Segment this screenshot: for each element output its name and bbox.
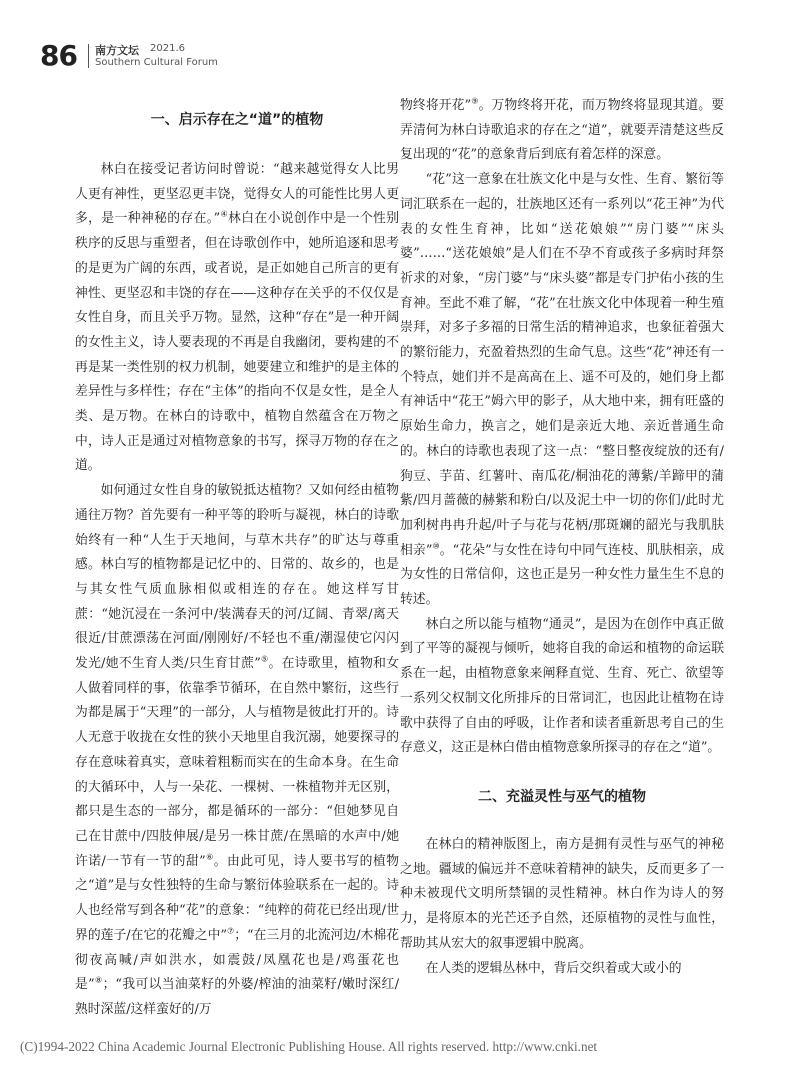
footnote-marker: ⑨: [471, 96, 479, 106]
copyright-footer: (C)1994-2022 China Academic Journal Electronic Publishing House. All rights reserved. http://www.cnki.net: [20, 1039, 598, 1054]
footnote-marker: ⑦: [226, 926, 235, 936]
section-heading-2: 二、充溢灵性与巫气的植物: [478, 788, 646, 805]
paragraph-text: 林白在小说创作中是一个性别秩序的反思与重塑者，但在诗歌创作中，她所追逐和思考的是更为广阔的东西，或者说，是正如她自己所言的更有神性、更坚忍和丰饶的存在——这种存在关乎的不仅仅是女性自身，而且关乎万物。显然，这种“存在”是一种开阔的女性主义，诗人要表现的不再是自我幽闭，要构建的不再是某一类性别的权力机制，她要建立和维护的是主体的差异性与多样性；存在“主体”的指向不仅是女性，是全人类、是万物。在林白的诗歌中，植物自然蕴含在万物之中，诗人正是通过对植物意象的书写，探寻万物的存在之道。: [75, 211, 399, 474]
paragraph-text: ；“在三月的北流河边/木棉花彻夜高喊/声如洪水，如震鼓/凤凰花也是/鸡蛋花也是”: [75, 927, 399, 993]
footnote-marker: ⑤: [260, 654, 269, 664]
paragraph: [75, 158, 399, 479]
journal-english-title: Southern Cultural Forum: [95, 57, 218, 68]
paragraph-text: 在人类的逻辑丛林中，背后交织着或大或小的: [425, 960, 682, 976]
page-number: 86: [40, 39, 77, 72]
issue-date: 2021.6: [150, 43, 185, 54]
paragraph-text: ；“我可以当油菜籽的外婆/榨油的油菜籽/嫩时深红/熟时深蓝/这样蛮好的/万: [75, 977, 400, 1017]
footnote-marker: ⑥: [205, 852, 214, 862]
footnote-marker: ⑩: [432, 541, 440, 551]
paragraph-text: 物终将开花”: [400, 98, 472, 113]
left-column: [75, 94, 399, 1023]
paragraph: [400, 957, 724, 982]
paragraph-text: 如何通过女性自身的敏锐抵达植物？又如何经由植物通往万物？首先要有一种平等的聆听与凝视，林白的诗歌始终有一种“人生于天地间，与草木共存”的旷达与尊重感。林白写的植物都是记忆中的、日常的、故乡的，也是与其女性气质血脉相似或相连的存在。她这样写甘蔗：“她沉浸在一条河中/装满春天的河/辽阔、青翠/离天很近/甘蔗漂荡在河面/刚刚好/不轻也不重/潮湿使它闪闪发光/她不生育人类/只生育甘蔗”: [75, 483, 399, 672]
paragraph-text: “花”这一意象在壮族文化中是与女性、生育、繁衍等词汇联系在一起的，壮族地区还有一系列以“花王神”为代表的女性生育神，比如“送花娘娘”“房门婆”“床头婆”……“送花娘娘”是人们在不孕不育或孩子多病时拜祭祈求的对象，“房门婆”与“床头婆”都是专门护佑小孩的生育神。至此不难了解，“花”在壮族文化中体现着一种生殖崇拜，对多子多福的日常生活的精神追求，也象征着强大的繁衍能力，充盈着热烈的生命气息。这些“花”神还有一个特点，她们并不是高高在上、遥不可及的，她们身上都有神话中“花王”姆六甲的影子，从大地中来，拥有旺盛的原始生命力，换言之，她们是亲近大地、亲近普通生命的。林白的诗歌也表现了这一点：“整日整夜绽放的还有/狗豆、芋苗、红薯叶、南瓜花/桐油花的薄紫/羊蹄甲的蒲紫/四月蔷薇的赫紫和粉白/以及泥土中一切的你们/此时尤加利树冉冉升起/叶子与花与花柄/那斑斓的韶光与我肌肤相亲”: [400, 172, 724, 558]
paragraph-text: 在林白的精神版图上，南方是拥有灵性与巫气的神秘之地。疆域的偏远并不意味着精神的缺失，反而更多了一种未被现代文明所禁锢的灵性精神。林白作为诗人的努力，是将原本的光芒还予自然，还原植物的灵性与血性，帮助其从宏大的叙事逻辑中脱离。: [400, 836, 724, 951]
header-divider: [88, 44, 89, 68]
footnote-marker: ⑧: [94, 975, 103, 985]
paragraph: [400, 613, 724, 761]
paragraph-text: 。在诗歌里，植物和女人做着同样的事，依靠季节循环，在自然中繁衍，这些行为都是属于“天理”的一部分，人与植物是彼此打开的。诗人无意于收拢在女性的狭小天地里自我沉溺，她要探寻的存在意味着真实，意味着粗粝而实在的生命本身。在生命的大循环中，人与一朵花、一棵树、一株植物并无区别，都只是生态的一部分，都是循环的一部分：“但她梦见自己在甘蔗中/四肢伸展/是另一株甘蔗/在黑暗的水声中/她许诺/一节有一节的甜”: [75, 656, 400, 869]
footnote-marker: ④: [220, 210, 229, 220]
paragraph: [75, 479, 399, 1022]
journal-title: 南方文坛: [95, 44, 139, 57]
paragraph-text: 。万物终将开花，而万物终将显现其道。要弄清何为林白诗歌追求的存在之“道”，就要弄清楚这些反复出现的“花”的意象背后到底有着怎样的深意。: [400, 98, 725, 163]
paragraph-text: 。“花朵”与女性在诗句中同气连枝、肌肤相亲，成为女性的日常信仰，这也正是另一种女性力量生生不息的转述。: [400, 542, 725, 608]
right-column: [400, 94, 724, 981]
paragraph-text: 林白之所以能与植物“通灵”，是因为在创作中真正做到了平等的凝视与倾听，她将自我的命运和植物的命运联系在一起，由植物意象来阐释直觉、生育、死亡、欲望等一系列父权制文化所排斥的日常词汇，也因此让植物在诗歌中获得了自由的呼吸，让作者和读者重新思考自己的生存意义，这正是林白借由植物意象所探寻的存在之“道”。: [400, 616, 724, 756]
paragraph-text: 。由此可见，诗人要书写的植物之“道”是与女性独特的生命与繁衍体验联系在一起的。诗人也经常写到各种“花”的意象：“纯粹的荷花已经出现/世界的莲子/在它的花瓣之中”: [75, 853, 400, 943]
section-heading-1: 一、启示存在之“道”的植物: [150, 112, 324, 128]
paragraph-text: 林白在接受记者访问时曾说：“越来越觉得女人比男人更有神性，更坚忍更丰饶，觉得女人的可能性比男人更多，是一种神秘的存在。”: [75, 162, 399, 227]
paragraph-continued: [400, 94, 724, 168]
paragraph: [400, 168, 724, 613]
paragraph: [400, 833, 724, 957]
